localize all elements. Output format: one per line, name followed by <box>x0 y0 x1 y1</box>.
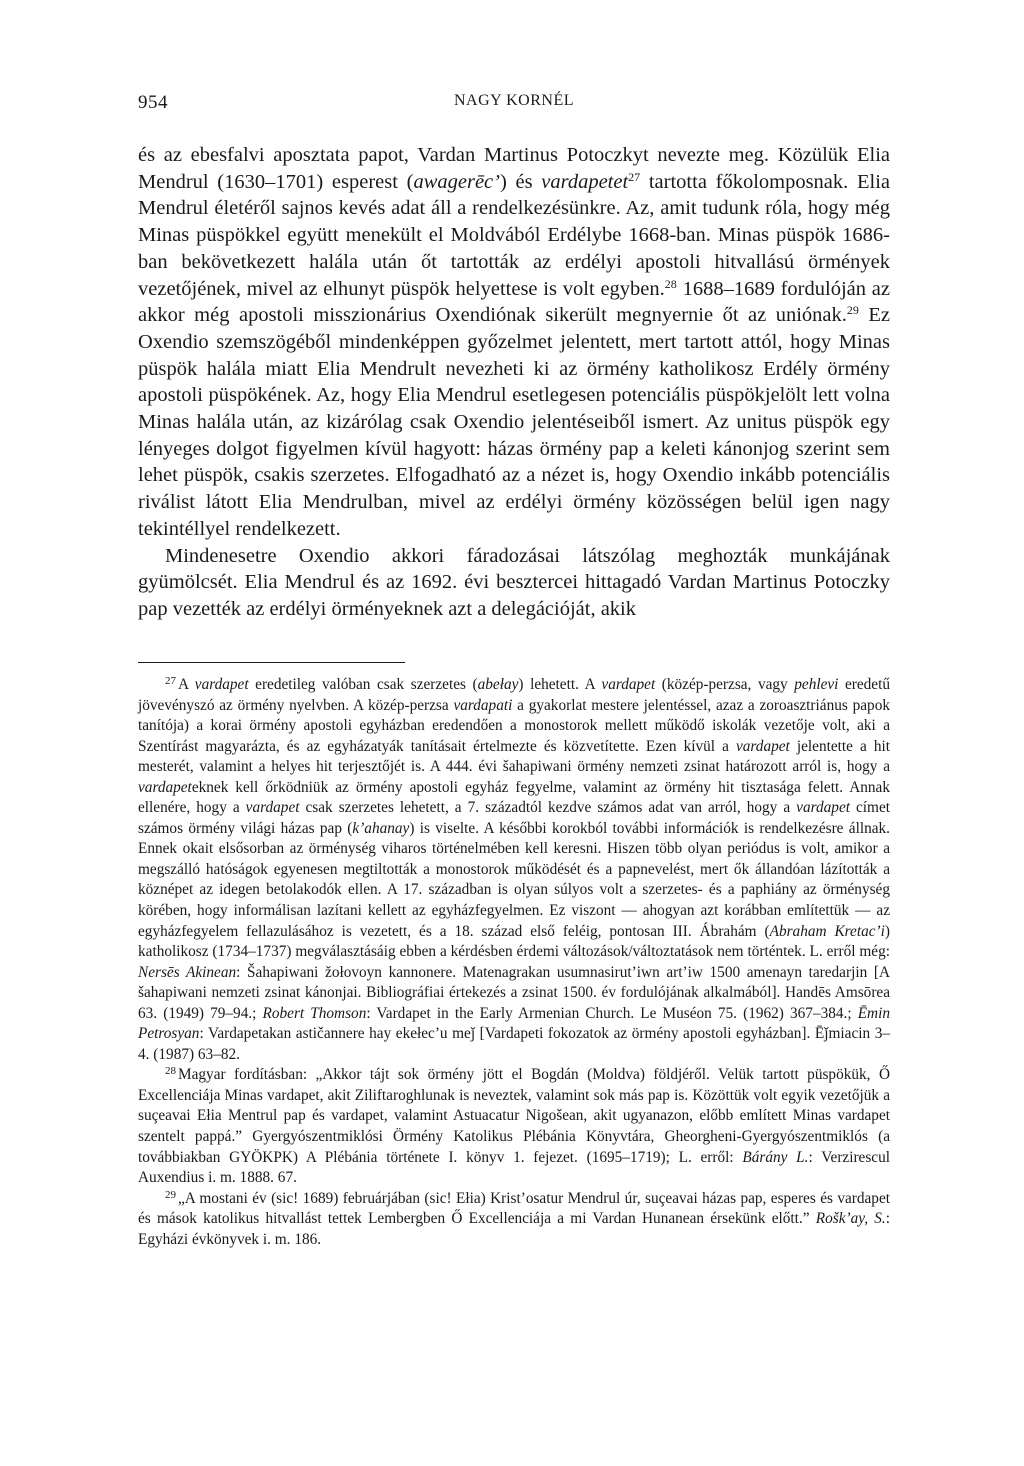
text-run: : Vardapetakan astičannere hay ekełec’u meǰ [Vardapeti fokozatok az örmény apostoli egyházban]. Ēǰmiacin 3–4. (1987) 63–82. <box>138 1025 890 1063</box>
footnote-number: 28 <box>165 1065 176 1078</box>
text-run: : Verzirescul Auxendius i. m. 1888. 67. <box>138 1148 890 1187</box>
italic-term: Rošk’ay, S. <box>815 1210 886 1228</box>
italic-term: Robert Thomson <box>262 1004 367 1022</box>
main-text <box>138 142 890 623</box>
footnote-27 <box>138 675 890 1065</box>
text-run: ) is viselte. A későbbi korokból további információk is rendelkezésre állnak. Ennek okait elsősorban az örménység viharos történelmében kell keresni. Hiszen több olyan periódus is volt, amikor a megszálló hatóságok egyenesen megtiltották a monostorok működését és a papnevelést, mert ők állandóan lázították a köznépet az idegen betolakodók ellen. A 17. században is olyan súlyos volt a szerzetes- és a paphiány az örménység körében, hogy informálisan lazítani kellett az egyházfegyelmen. Ez viszont — ahogyan azt korábban említettük — az egyházfegyelem fellazulásához is vezetett, és a 18. század első feléig, pontosan III. Ábrahám ( <box>138 819 890 940</box>
text-run: „A mostani év (sic! 1689) februárjában (sic! Ełia) Krist’osatur Mendrul úr, suçeavai házas pap, esperes és vardapet és mások katolikus hitvallást tettek Lembergben Ő Excellenciája a mi Vardan Hunanean érsekünk előtt.” <box>138 1189 890 1228</box>
footnote-number: 27 <box>165 675 176 687</box>
italic-term: vardapet <box>735 737 790 755</box>
text-run: Magyar fordításban: „Akkor tájt sok örmény jött el Bogdán (Moldva) földjéről. Velük tartott püspökük, Ő Excellenciája Minas vardapet, akit Ziliftaroghlunak is neveztek, valamint sok más pap is. Közöttük volt egyik vezetőjük a suçeavai Ełia Mentrul pap és vardapet, valamint Astuacatur Nigošean, akit ugyanazon, előbb említett Minas vardapet szentelt pappá.” Gyergyószentmiklósi Örmény Katolikus Plébánia Könyvtára, Gheorgheni-Gyergyószentmiklós (a továbbiakban GYÖKPK) A Plébánia története I. könyv 1. fejezet. (1695–1719); L. erről: <box>138 1066 890 1166</box>
footnote-separator <box>138 662 405 663</box>
italic-term: k’ahanay <box>352 819 410 837</box>
running-head <box>138 92 890 116</box>
paragraph-2: Mindenesetre Oxendio akkori fáradozásai látszólag meghozták munkájának gyümölcsét. Elia Mendrul és az 1692. évi besztercei hittagadó Vardan Martinus Potoczky pap vezették az erdélyi örményeknek azt a delegációját, akik <box>138 544 890 620</box>
text-run: a gyakorlat mestere jelentéssel, azaz a zoroasztriánus papok tanítója) a korai örmény apostoli egyházban eredendően a monostorok mellett működő iskolák vezetője volt, aki a Szentírást magyarázta, és az egyházatyák tanításait értelmezte és közvetítette. Ezen kívül a <box>138 696 890 755</box>
italic-term: vardapet <box>601 676 656 693</box>
italic-term: Abraham Kretac’i <box>769 922 885 940</box>
text-run: : Vardapet in the Early Armenian Church. Le Muséon 75. (1962) 367–384.; <box>366 1004 858 1022</box>
italic-term: vardapet <box>796 799 850 817</box>
text-run: (közép-perzsa, vagy <box>655 676 795 693</box>
italic-term: abełay <box>477 676 519 693</box>
italic-term: vardapati <box>453 696 513 714</box>
footnote-ref-28[interactable]: 28 <box>664 276 677 291</box>
text-run: : Šahapiwani žołovoyn kannonere. Matenagrakan usumnasirut’iwn art’iw 1500 amenayn taredarjin [A šahapiwani nemzeti zsinat kánonjai. Bibliográfiai értekezés a zsinat 1500. év fordulójának alkalmából]. Handēs Amsōrea 63. (1949) 79–94.; <box>138 963 890 1022</box>
footnote-ref-29[interactable]: 29 <box>846 303 859 318</box>
text-run: címet számos örmény világi házas pap ( <box>138 799 890 837</box>
italic-term: vardapet <box>194 676 249 693</box>
text-run: 1688–1689 fordulóján az akkor még apostoli misszionárius Oxendiónak sikerült megnyernie őt az uniónak. <box>138 277 890 327</box>
footnote-28 <box>138 1065 890 1188</box>
italic-term: Ēmin Petrosyan <box>138 1004 890 1043</box>
italic-term: vardapet <box>138 778 192 796</box>
text-run: csak szerzetes lehetett, a 7. századtól kezdve számos adat van arról, hogy a <box>299 799 797 817</box>
text-run: : Egyházi évkönyvek i. m. 186. <box>138 1210 891 1248</box>
italic-term: vardapetet <box>541 170 629 193</box>
text-run: jelentette a hit mesterét, valamint a helyes hit terjesztőjét is. A 444. évi šahapiwani örmény nemzeti zsinat határozott arról is, hogy a <box>138 737 891 776</box>
text-run: ) és <box>499 170 542 193</box>
italic-term: vardapet <box>245 799 300 817</box>
footnotes <box>138 675 890 1250</box>
footnote-ref-27[interactable]: 27 <box>628 169 641 184</box>
running-title: NAGY KORNÉL <box>453 92 574 109</box>
page-number: 954 <box>138 92 168 113</box>
text-run: ) katholikosz (1734–1737) megválasztásáig ebben a kérdésben érdemi változások/változtatások nem történtek. L. erről még: <box>138 922 890 961</box>
text-run: ) lehetett. A <box>518 676 602 693</box>
text-run: tartotta főkolomposnak. Elia Mendrul életéről sajnos kevés adat áll a rendelkezésünkre. Az, amit tudunk róla, hogy még Minas püspökkel együtt menekült el Moldvából Erdélybe 1668-ban. Minas püspök 1686-ban bekövetkezett halála után őt tartották az erdélyi apostoli hitvallású örmények vezetőjének, mivel az elhunyt püspök helyettese is volt egyben. <box>138 170 890 300</box>
footnote-29 <box>138 1189 890 1251</box>
paragraph-1 <box>138 142 890 543</box>
italic-term: Nersēs Akinean <box>138 963 237 981</box>
text-run: A <box>178 676 195 693</box>
text-run: eknek kell őrködniük az örmény apostoli egyház fegyelme, valamint az örmény hit tisztasága felett. Annak ellenére, hogy a <box>138 778 890 817</box>
text-run: Ez Oxendio szemszögéből mindenképpen győzelmet jelentett, mert tartott attól, hogy Minas püspök halála miatt Elia Mendrult nevezheti ki az örmény katholikosz Erdély örmény apostoli püspökének. Az, hogy Elia Mendrul esetlegesen potenciális püspökjelölt lett volna Minas halála után, az kizárólag csak Oxendio jelentéseiből ismert. Az unitus püspök egy lényeges dolgot figyelmen kívül hagyott: házas örmény pap a keleti kánonjog szerint sem lehet püspök, csakis szerzetes. Elfogadható az a nézet is, hogy Oxendio inkább potenciális riválist látott Elia Mendrulban, mivel az erdélyi örmény közösségen belül igen nagy tekintéllyel rendelkezett. <box>138 304 890 540</box>
footnote-number: 29 <box>165 1188 176 1201</box>
italic-term: pehlevi <box>794 676 839 693</box>
text-run: eredetileg valóban csak szerzetes ( <box>248 676 478 693</box>
text-run: eredetű jövevényszó az örmény nyelvben. A közép-perzsa <box>138 676 890 714</box>
italic-term: Bárány L. <box>742 1148 809 1166</box>
text-run: és az ebesfalvi aposztata papot, Vardan Martinus Potoczkyt nevezte meg. Közülük Elia Mendrul (1630–1701) esperest ( <box>138 144 890 193</box>
italic-term: awagerēc’ <box>413 170 500 193</box>
